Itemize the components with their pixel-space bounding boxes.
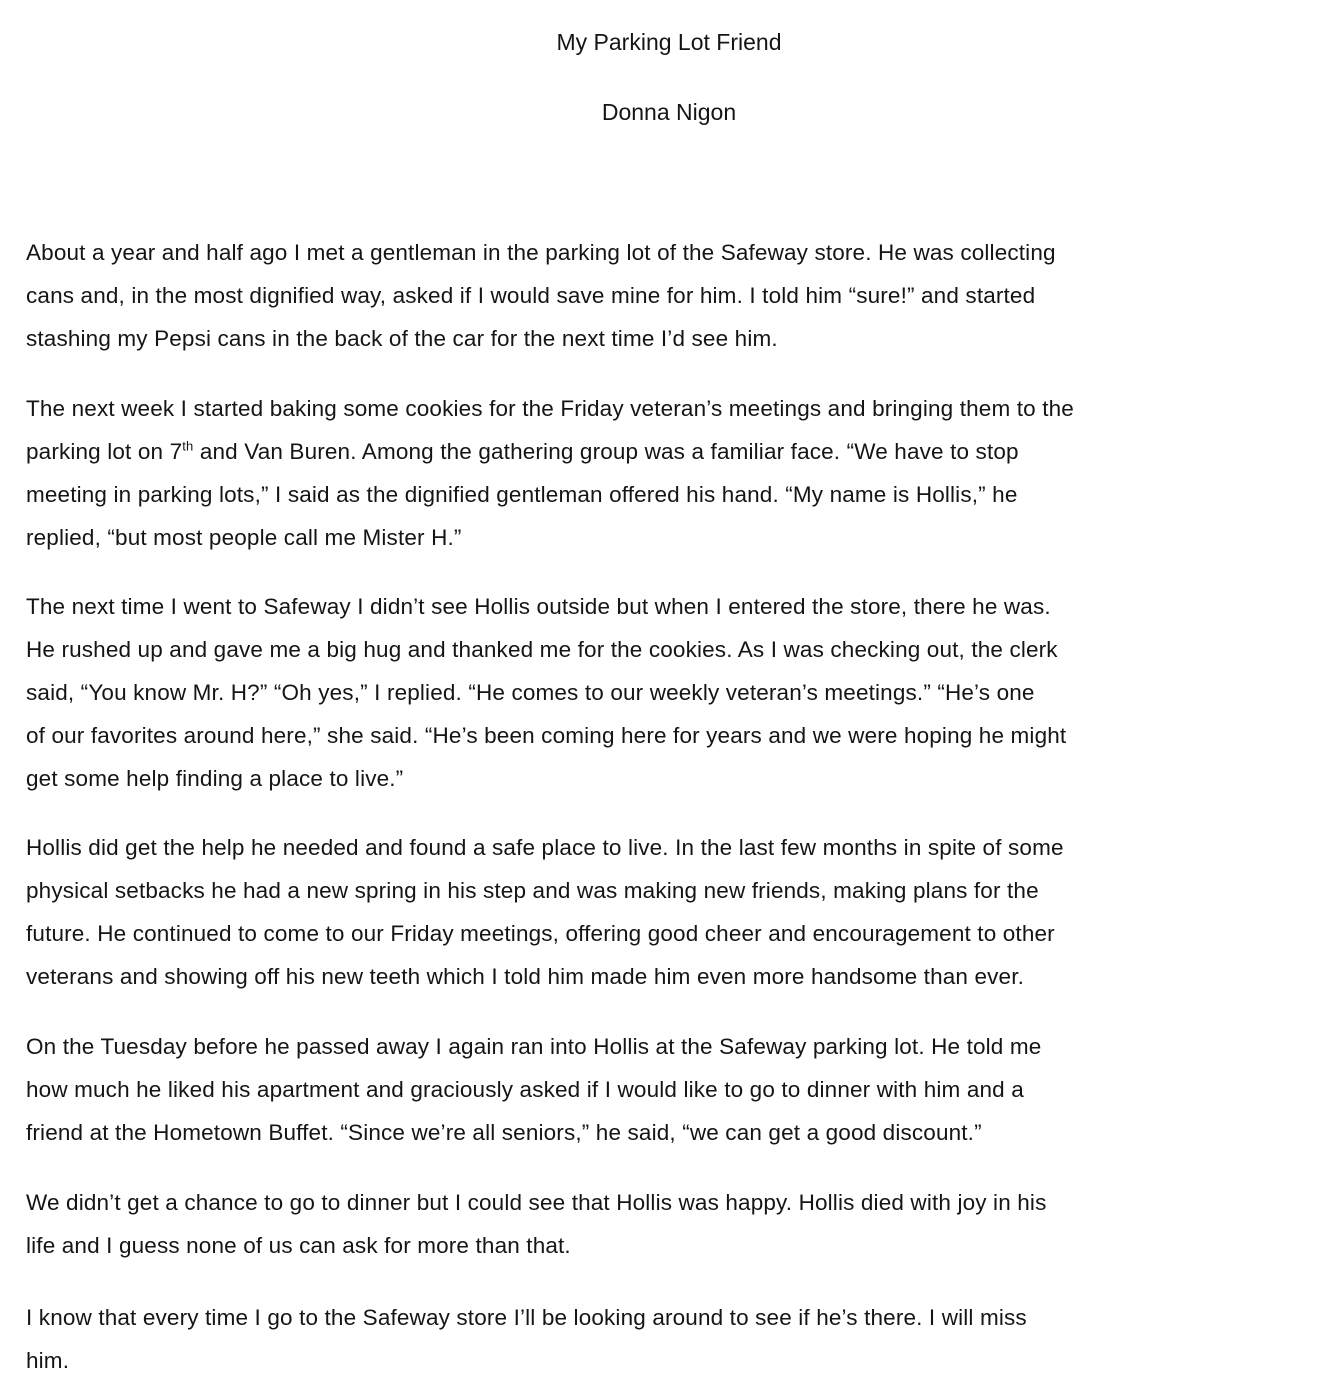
ordinal-superscript: th [182,438,194,454]
paragraph-4 [26,826,1316,998]
paragraph-line: future. He continued to come to our Friday meetings, offering good cheer and encouragement to other [26,921,1055,946]
paragraph-line: The next time I went to Safeway I didn’t see Hollis outside but when I entered the store, there he was. [26,594,1051,619]
paragraph-line: About a year and half ago I met a gentleman in the parking lot of the Safeway store. He was collecting [26,240,1056,265]
paragraph-6 [26,1181,1316,1267]
paragraph-1 [26,231,1316,360]
paragraph-line: how much he liked his apartment and graciously asked if I would like to go to dinner with him and a [26,1077,1024,1102]
paragraph-line: life and I guess none of us can ask for more than that. [26,1233,571,1258]
paragraph-line: The next week I started baking some cookies for the Friday veteran’s meetings and bringing them to the [26,396,1074,421]
paragraph-2 [26,387,1316,559]
paragraph-line: replied, “but most people call me Mister H.” [26,525,462,550]
document-author: Donna Nigon [601,99,737,125]
paragraph-7 [26,1296,1316,1382]
document-title: My Parking Lot Friend [556,29,782,55]
paragraph-line: I know that every time I go to the Safeway store I’ll be looking around to see if he’s there. I will miss [26,1305,1027,1330]
paragraph-line: of our favorites around here,” she said. “He’s been coming here for years and we were hoping he might [26,723,1067,748]
paragraph-line: cans and, in the most dignified way, asked if I would save mine for him. I told him “sure!” and started [26,283,1036,308]
paragraph-line: get some help finding a place to live.” [26,766,404,791]
paragraph-line: meeting in parking lots,” I said as the dignified gentleman offered his hand. “My name is Hollis,” he [26,482,1018,507]
paragraph-line: physical setbacks he had a new spring in his step and was making new friends, making plans for the [26,878,1039,903]
paragraph-line: said, “You know Mr. H?” “Oh yes,” I replied. “He comes to our weekly veteran’s meetings.” “He’s one [26,680,1035,705]
paragraph-line: him. [26,1348,70,1373]
line-segment: and Van Buren. Among the gathering group was a familiar face. “We have to stop [193,439,1019,464]
paragraph-line: Hollis did get the help he needed and found a safe place to live. In the last few months in spite of some [26,835,1064,860]
paragraph-line: He rushed up and gave me a big hug and thanked me for the cookies. As I was checking out, the clerk [26,637,1058,662]
line-segment: parking lot on 7 [26,439,183,464]
paragraph-line: We didn’t get a chance to go to dinner but I could see that Hollis was happy. Hollis died with joy in his [26,1190,1047,1215]
paragraph-5 [26,1025,1316,1154]
paragraph-line: On the Tuesday before he passed away I again ran into Hollis at the Safeway parking lot. He told me [26,1034,1042,1059]
paragraph-line: veterans and showing off his new teeth which I told him made him even more handsome than ever. [26,964,1024,989]
paragraph-line: friend at the Hometown Buffet. “Since we’re all seniors,” he said, “we can get a good discount.” [26,1120,982,1145]
paragraph-line-with-superscript [26,430,1316,473]
paragraph-line: stashing my Pepsi cans in the back of the car for the next time I’d see him. [26,326,778,351]
paragraph-3 [26,585,1316,800]
